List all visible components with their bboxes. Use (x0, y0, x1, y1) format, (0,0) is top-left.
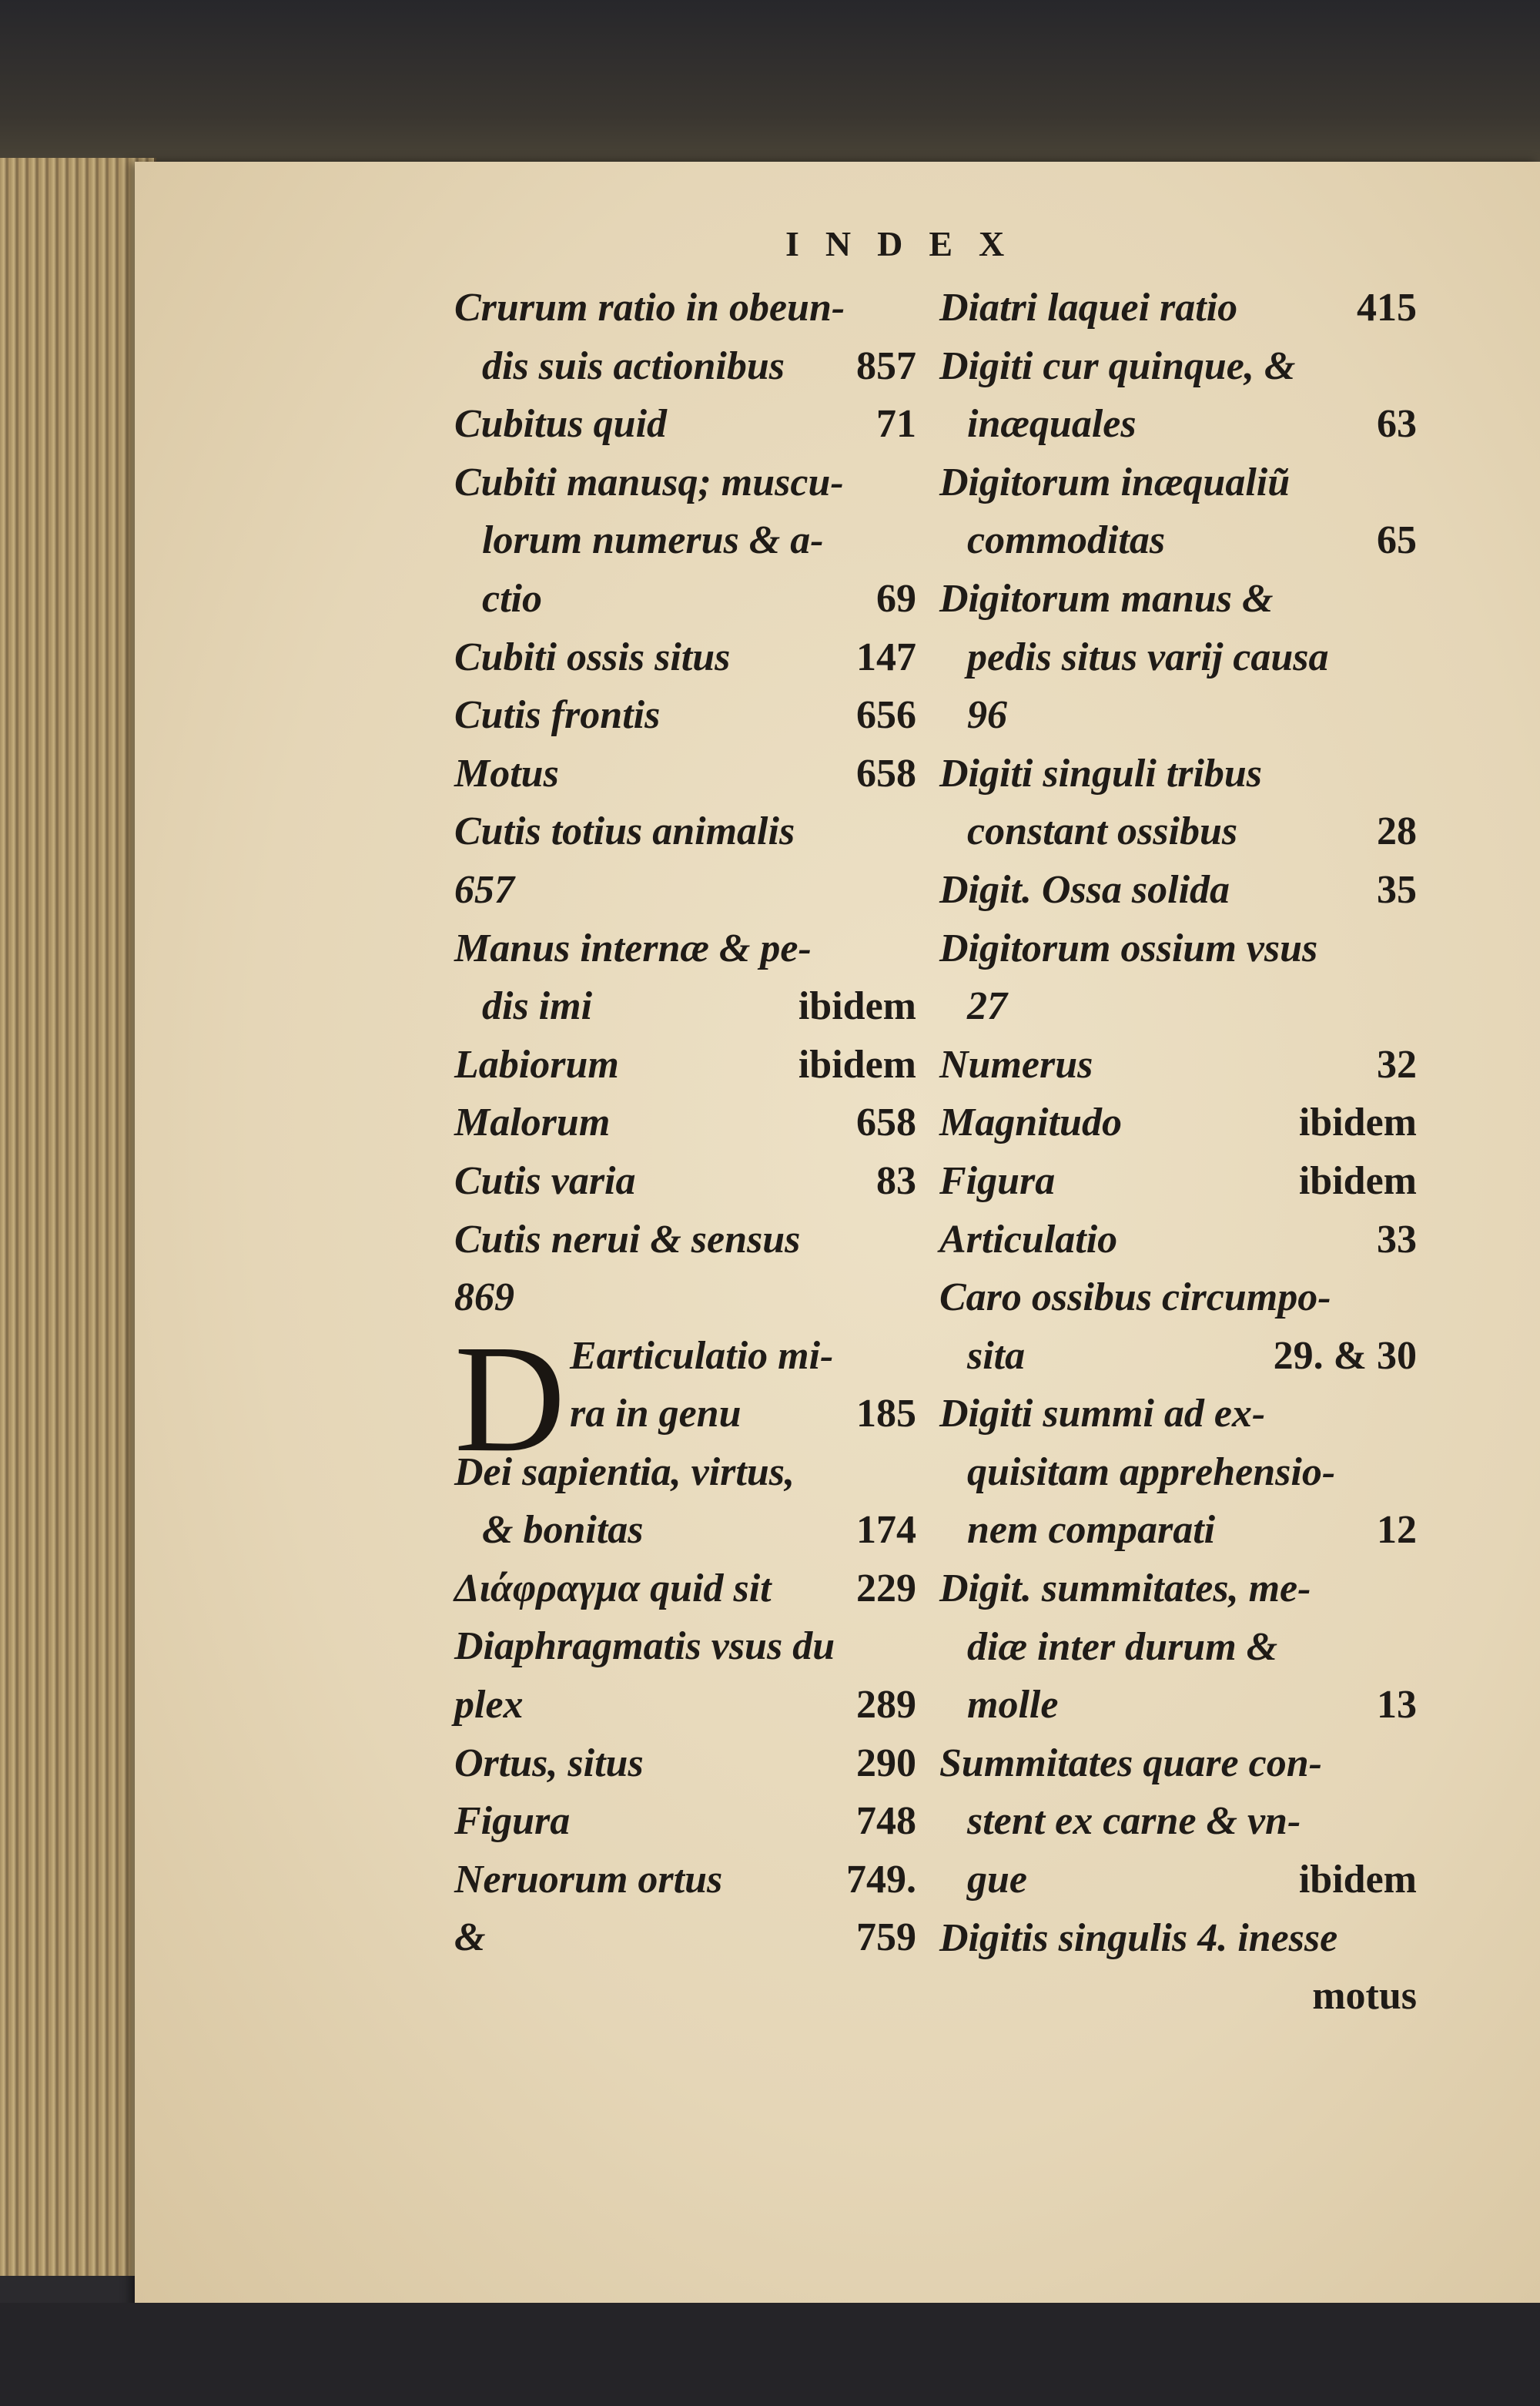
entry-page: 656 (856, 693, 916, 738)
index-entry (939, 1391, 1417, 1449)
entry-text: molle (967, 1683, 1059, 1727)
index-entry (454, 635, 916, 693)
entry-page: 13 (1377, 1683, 1417, 1727)
entry-text: Manus internæ & pe- (454, 926, 812, 970)
index-entry (939, 1741, 1417, 1799)
entry-page: 658 (856, 1101, 916, 1145)
index-entry (454, 926, 916, 984)
index-entry (454, 1682, 916, 1741)
index-entry (939, 1507, 1417, 1566)
entry-text: Digiti singuli tribus (939, 751, 1263, 796)
index-entry (454, 1741, 916, 1799)
running-head: INDEX (785, 224, 1031, 263)
index-column-right (939, 285, 1417, 2032)
index-entry (939, 1566, 1417, 1624)
entry-page: 415 (1357, 286, 1417, 330)
index-entry (939, 285, 1417, 343)
entry-text: Summitates quare con- (939, 1741, 1322, 1785)
entry-text: Digit. summitates, me- (939, 1567, 1311, 1611)
entry-text: Figura (454, 1799, 571, 1844)
entry-page: ibidem (1298, 1101, 1417, 1145)
entry-page: 857 (856, 343, 916, 388)
page-edges (0, 158, 156, 2276)
index-entry (454, 1507, 916, 1566)
book-cover-bottom (0, 2303, 1540, 2406)
entry-text: Cutis frontis (454, 693, 661, 738)
entry-text: Dei sapientia, virtus, (454, 1449, 795, 1494)
entry-page: 12 (1377, 1508, 1417, 1553)
entry-text: Cutis totius animalis (454, 809, 795, 854)
entry-text: & bonitas (482, 1508, 644, 1553)
index-entry (454, 1158, 916, 1217)
index-entry (939, 1042, 1417, 1101)
entry-page: 658 (856, 751, 916, 796)
entry-page: ibidem (798, 984, 916, 1029)
entry-page: 65 (1377, 518, 1417, 563)
index-entry (454, 984, 916, 1042)
entry-page: 147 (856, 635, 916, 679)
entry-page: 33 (1377, 1217, 1417, 1262)
entry-text: Digitorum manus & (939, 576, 1274, 621)
index-entry (454, 809, 916, 867)
index-entry (939, 984, 1417, 1042)
index-entry (454, 401, 916, 460)
index-entry (939, 576, 1417, 635)
entry-text: nem comparati (967, 1508, 1216, 1553)
entry-text: sita (967, 1333, 1026, 1378)
index-entry (939, 343, 1417, 402)
entry-text: Diaphragmatis vsus du (454, 1624, 835, 1669)
entry-text: Cubiti manusq; muscu- (454, 460, 844, 504)
index-entry (939, 635, 1417, 693)
index-entry (939, 1158, 1417, 1217)
entry-text: Cutis nerui & sensus (454, 1217, 801, 1262)
entry-text: Digit. Ossa solida (939, 867, 1230, 912)
entry-text: 657 (454, 867, 514, 912)
entry-page: 174 (856, 1508, 916, 1553)
entry-text: Articulatio (939, 1217, 1118, 1262)
entry-text: Magnitudo (939, 1101, 1122, 1145)
index-entry (939, 1333, 1417, 1392)
book-cover-top (0, 0, 1540, 166)
entry-text: lorum numerus & a- (482, 518, 824, 563)
initial-entry-page: 185 (856, 1392, 916, 1436)
entry-text: plex (454, 1683, 524, 1727)
index-entry (939, 692, 1417, 751)
entry-text: constant ossibus (967, 809, 1238, 854)
entry-text: ctio (482, 576, 542, 621)
index-entry (939, 1798, 1417, 1857)
initial-entry-line1: Earticulatio mi- (570, 1333, 834, 1378)
entry-page: 759 (856, 1915, 916, 1960)
index-entry (939, 460, 1417, 518)
entry-text: Caro ossibus circumpo- (939, 1275, 1331, 1320)
entry-text: Digiti cur quinque, & (939, 343, 1296, 388)
index-entry (454, 285, 916, 343)
entry-page: 289 (856, 1683, 916, 1727)
index-entry (454, 343, 916, 402)
index-entry (939, 867, 1417, 926)
entry-text: & (454, 1915, 486, 1960)
index-entry (454, 1624, 916, 1682)
entry-page: 63 (1377, 402, 1417, 447)
entry-text: inæquales (967, 402, 1137, 447)
entry-text: Labiorum (454, 1042, 619, 1087)
entry-page: 748 (856, 1799, 916, 1844)
entry-text: Cubitus quid (454, 402, 668, 447)
index-entry (454, 576, 916, 635)
entry-page: ibidem (798, 1042, 916, 1087)
entry-page: ibidem (1298, 1858, 1417, 1902)
index-entry (939, 1624, 1417, 1683)
entry-text: Digitis singulis 4. inesse (939, 1915, 1338, 1960)
initial-entry-line2: ra in genu (570, 1392, 742, 1436)
entry-text: Digiti summi ad ex- (939, 1392, 1266, 1436)
index-entry (454, 1915, 916, 1973)
index-entry (454, 1566, 916, 1624)
index-entry (939, 401, 1417, 460)
entry-page: 749. (846, 1857, 916, 1902)
index-entry (939, 751, 1417, 809)
index-entry (939, 1217, 1417, 1275)
index-entry (939, 1275, 1417, 1333)
index-entry (454, 1798, 916, 1857)
entry-page: 229 (856, 1566, 916, 1610)
entry-text: Diatri laquei ratio (939, 286, 1238, 330)
index-entry (939, 1915, 1417, 1974)
entry-text: Διάφραγμα quid sit (454, 1566, 772, 1610)
entry-text: Cubiti ossis situs (454, 635, 731, 679)
index-entry (454, 1100, 916, 1158)
entry-page: motus (1312, 1974, 1417, 2019)
drop-cap-initial: D (454, 1313, 566, 1484)
index-entry (454, 1857, 916, 1915)
index-entry (939, 809, 1417, 867)
entry-page: 32 (1377, 1042, 1417, 1087)
entry-page: 29. & 30 (1273, 1333, 1417, 1378)
entry-text: 869 (454, 1275, 514, 1320)
index-entry (454, 692, 916, 751)
index-entry (939, 926, 1417, 984)
index-entry (454, 751, 916, 809)
entry-text: diæ inter durum & (967, 1624, 1278, 1669)
index-entry (939, 518, 1417, 576)
index-entry (939, 1449, 1417, 1508)
entry-page: 83 (876, 1158, 916, 1203)
index-entry (939, 1857, 1417, 1915)
entry-text: dis suis actionibus (482, 343, 785, 388)
entry-page: 28 (1377, 809, 1417, 854)
entry-text: commoditas (967, 518, 1166, 563)
entry-page: 69 (876, 576, 916, 621)
entry-text: Crurum ratio in obeun- (454, 286, 845, 330)
index-entry (454, 867, 916, 926)
entry-text: 96 (967, 693, 1007, 738)
entry-text: dis imi (482, 984, 593, 1029)
index-entry (454, 518, 916, 576)
entry-text: Digitorum inæqualiũ (939, 460, 1291, 504)
entry-text: pedis situs varij causa (967, 635, 1329, 679)
entry-text: quisitam apprehensio- (967, 1449, 1336, 1494)
index-column-left (454, 285, 916, 1973)
entry-page: 71 (876, 402, 916, 447)
entry-page: 35 (1377, 867, 1417, 912)
index-entry (454, 1217, 916, 1275)
entry-text: Motus (454, 751, 559, 796)
index-entry (454, 1042, 916, 1101)
entry-text: gue (967, 1858, 1027, 1902)
entry-text: 27 (967, 984, 1007, 1029)
entry-page: ibidem (1298, 1158, 1417, 1203)
index-entry (939, 1973, 1417, 2032)
entry-text: Digitorum ossium vsus (939, 926, 1318, 970)
entry-text: Neruorum ortus (454, 1857, 723, 1902)
entry-page: 290 (856, 1741, 916, 1785)
index-entry (939, 1100, 1417, 1158)
entry-text: stent ex carne & vn- (967, 1799, 1301, 1844)
entry-text: Cutis varia (454, 1158, 636, 1203)
entry-text: Numerus (939, 1042, 1093, 1087)
entry-text: Ortus, situs (454, 1741, 644, 1785)
entry-text: Figura (939, 1158, 1056, 1203)
index-entry (454, 460, 916, 518)
index-entry (939, 1682, 1417, 1741)
entry-text: Malorum (454, 1101, 611, 1145)
